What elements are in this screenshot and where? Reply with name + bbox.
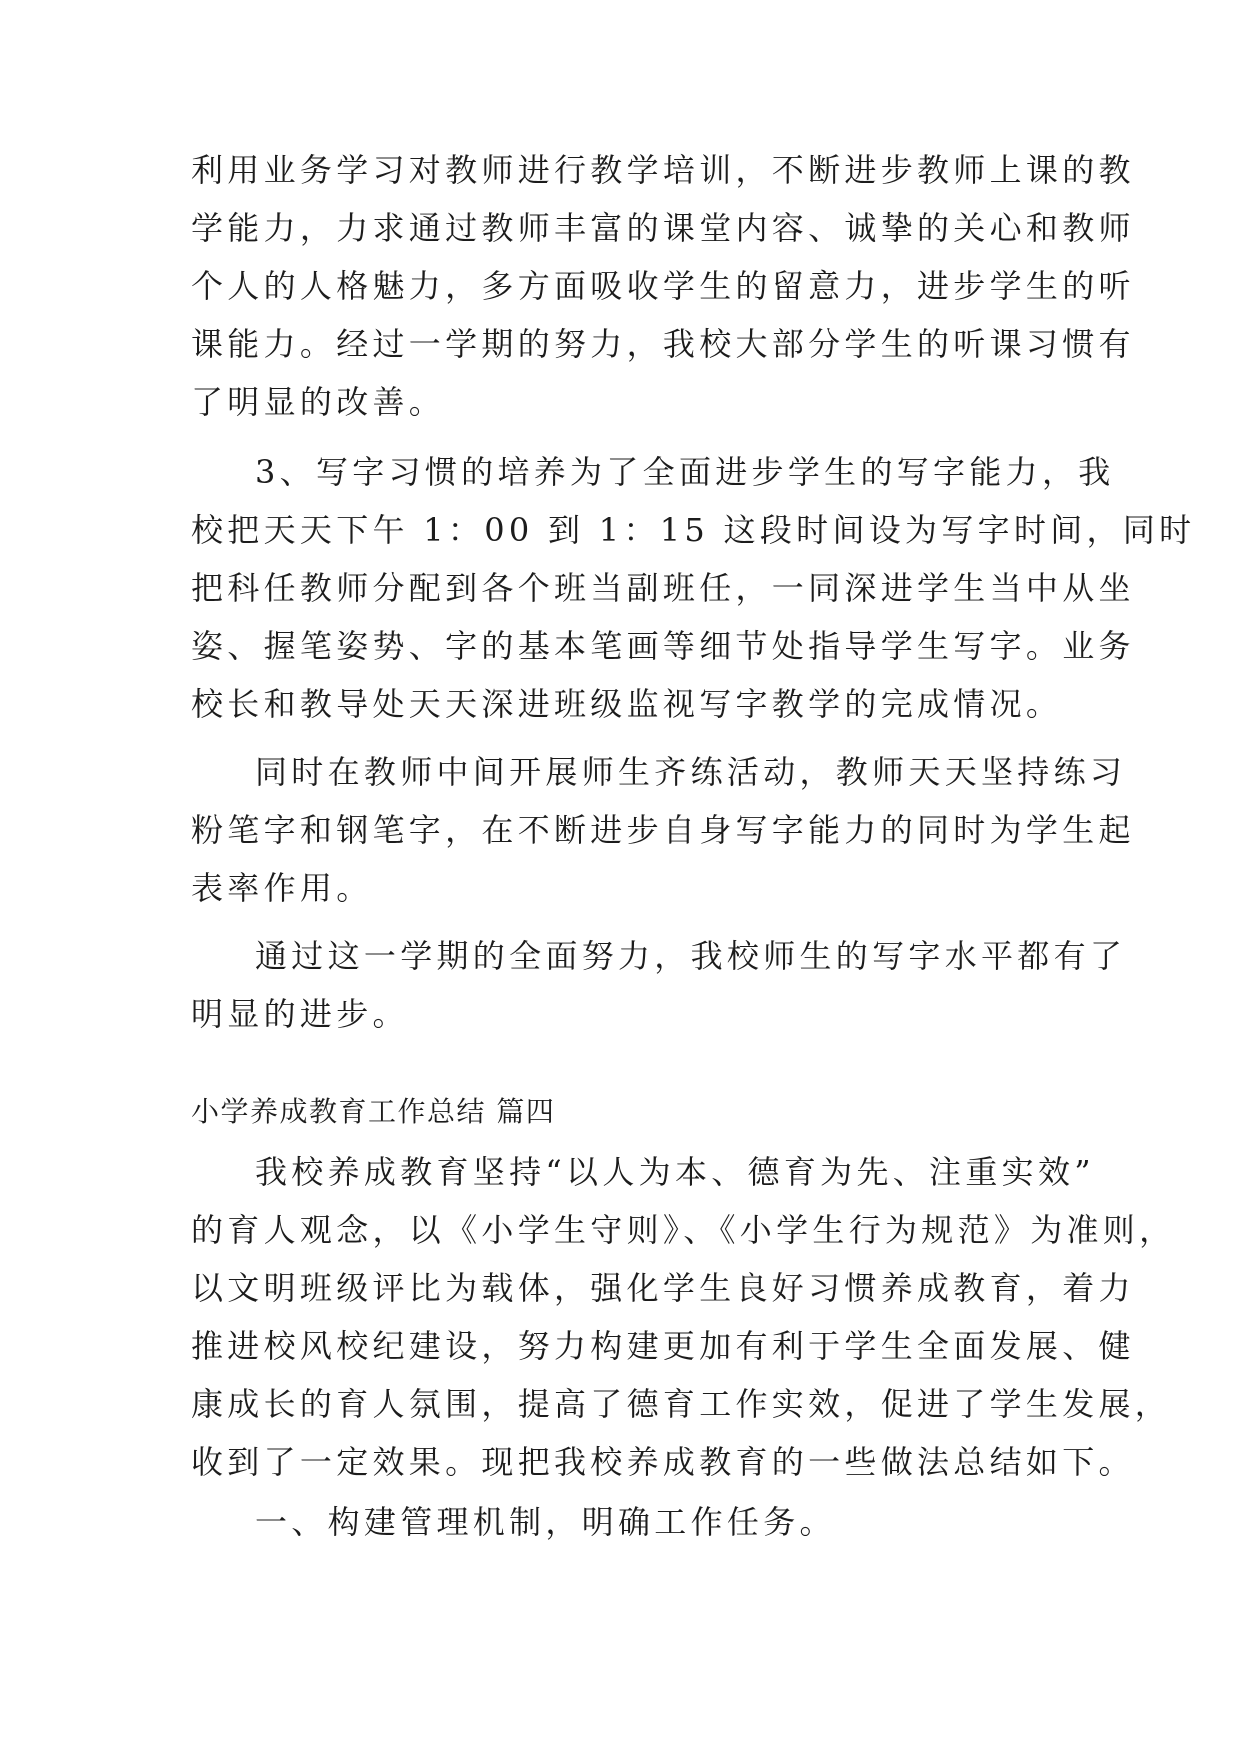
paragraph-line: 了明显的改善。 (191, 383, 446, 421)
paragraph-line: 校长和教导处天天深进班级监视写字教学的完成情况。 (191, 685, 1063, 723)
paragraph-line: 3、写字习惯的培养为了全面进步学生的写字能力，我 (255, 453, 1115, 491)
paragraph-line: 我校养成教育坚持“以人为本、德育为先、注重实效” (255, 1153, 1095, 1191)
section-heading: 小学养成教育工作总结 篇四 (191, 1095, 556, 1128)
paragraph-line: 表率作用。 (191, 869, 373, 907)
paragraph-line: 以文明班级评比为载体，强化学生良好习惯养成教育，着力 (191, 1269, 1135, 1307)
paragraph-line: 校把天天下午 1：00 到 1：15 这段时间设为写字时间，同时 (191, 511, 1196, 549)
paragraph-line: 通过这一学期的全面努力，我校师生的写字水平都有了 (255, 937, 1127, 975)
paragraph-line: 个人的人格魅力，多方面吸收学生的留意力，进步学生的听 (191, 267, 1135, 305)
paragraph-line: 一、构建管理机制，明确工作任务。 (255, 1503, 836, 1541)
paragraph-line: 姿、握笔姿势、字的基本笔画等细节处指导学生写字。业务 (191, 627, 1135, 665)
paragraph-line: 课能力。经过一学期的努力，我校大部分学生的听课习惯有 (191, 325, 1135, 363)
paragraph-line: 粉笔字和钢笔字，在不断进步自身写字能力的同时为学生起 (191, 811, 1135, 849)
paragraph-line: 把科任教师分配到各个班当副班任，一同深进学生当中从坐 (191, 569, 1135, 607)
paragraph-line: 推进校风校纪建设，努力构建更加有利于学生全面发展、健 (191, 1327, 1135, 1365)
paragraph-line: 明显的进步。 (191, 995, 409, 1033)
paragraph-line: 的育人观念，以《小学生守则》、《小学生行为规范》为准则， (191, 1211, 1176, 1249)
paragraph-line: 康成长的育人氛围，提高了德育工作实效，促进了学生发展， (191, 1385, 1172, 1423)
paragraph-line: 同时在教师中间开展师生齐练活动，教师天天坚持练习 (255, 753, 1127, 791)
paragraph-line: 收到了一定效果。现把我校养成教育的一些做法总结如下。 (191, 1443, 1135, 1481)
paragraph-line: 利用业务学习对教师进行教学培训，不断进步教师上课的教 (191, 151, 1135, 189)
paragraph-line: 学能力，力求通过教师丰富的课堂内容、诚挚的关心和教师 (191, 209, 1135, 247)
